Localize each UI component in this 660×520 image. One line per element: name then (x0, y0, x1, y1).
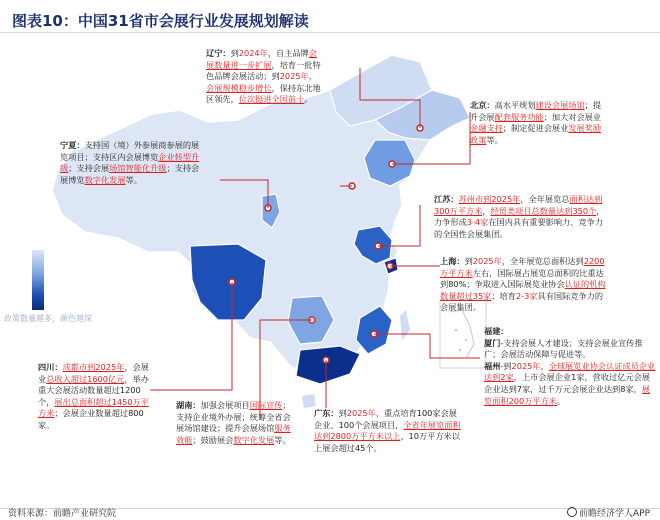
annotation-text: ， (540, 360, 549, 371)
annotation-text: ，全年展览总面积达到 (501, 256, 584, 266)
annotation-text: 到 (338, 408, 347, 418)
annotation-jiangsu (434, 194, 610, 240)
annotation-head: 江苏： (434, 194, 459, 204)
annotation-text: -到 (500, 360, 512, 371)
annotation-shanghai (440, 256, 606, 314)
annotation-highlight: 成都市到2025年 (62, 362, 125, 372)
annotation-highlight: 全省年展览面积达到2800万平方米以上 (314, 419, 461, 442)
legend-gradient-bar (32, 250, 44, 310)
annotation-highlight: 2-3家 (515, 290, 538, 301)
annotation-highlight: 展出总面积超过1450万平方米 (38, 396, 149, 419)
annotation-text: 等。 (125, 174, 142, 185)
annotation-text: ，重点培育100家会展企业、100个会展项目， (314, 408, 457, 430)
annotation-text: 具有国际竞争力的会展集团。 (440, 290, 604, 313)
annotation-head: 湖南： (176, 400, 201, 410)
annotation-hunan (176, 400, 294, 446)
annotation-text: ，保持东北地区领先， (206, 82, 321, 105)
annotation-text: 到 (464, 256, 473, 266)
annotation-highlight: 会展数量进一步扩展 (206, 48, 317, 70)
annotation-text: ；提升会展 (470, 100, 602, 122)
brand-footer (567, 506, 650, 519)
annotation-text: ；会展企业数量超过800家。 (38, 408, 144, 430)
annotation-text: ， (308, 71, 317, 82)
annotation-text: ；制定促进会展业 (502, 123, 569, 134)
annotation-highlight: 数字化发展 (84, 174, 126, 185)
annotation-highlight: 全球展览业协会认证成员企业达到2家 (484, 360, 656, 383)
annotation-head: 广东： (314, 408, 339, 418)
annotation-text: 。 (304, 94, 313, 105)
annotation-text: -支持会展人才建设；支持会展业宣传推广；会展活动保障与促进等。 (484, 337, 643, 360)
annotation-highlight: 国际宣传 (249, 400, 283, 410)
annotation-highlight: 2025年 (279, 71, 309, 82)
region-hainan (302, 394, 316, 408)
annotation-highlight: 总收入超过1600亿元 (46, 373, 125, 384)
annotation-text: 支持国（境）外参展商参展的展览项目；支持区内会展博览 (60, 140, 200, 162)
annotation-highlight: 建设会展场馆 (535, 100, 585, 110)
annotation-text: 、10万平方米以上展会超过45个。 (314, 431, 460, 453)
annotation-guangdong (314, 408, 462, 454)
annotation-subhead: 福州 (484, 360, 501, 371)
region-guangdong (296, 346, 360, 384)
annotation-subhead: 厦门 (484, 337, 501, 348)
annotation-highlight: 数字化发展 (233, 434, 275, 445)
annotation-highlight: 2025年 (346, 408, 376, 418)
annotation-text: 加强会展项目 (200, 400, 250, 410)
legend-label: 政策数量越多，颜色越深 (4, 314, 92, 323)
annotation-text: 等。 (274, 434, 291, 445)
annotation-highlight: 场馆智能化升级 (109, 163, 167, 174)
annotation-text: ，举办重大会展活动数量超过1200个， (38, 373, 149, 407)
annotation-text: 。 (556, 395, 566, 406)
annotation-highlight: 配套服务功能 (494, 111, 544, 122)
annotation-text: ，力争形成 (434, 205, 605, 228)
annotation-highlight: 发展奖励政策 (470, 123, 602, 145)
title-divider (0, 32, 660, 33)
region-taiwan (400, 310, 410, 340)
annotation-highlight: 面积达到300万平方米 (434, 194, 603, 216)
chart-title: 图表10：中国31省市会展行业发展规划解读 (12, 12, 309, 30)
annotation-text: ；加大对会展业 (543, 111, 602, 122)
annotation-head: 四川： (38, 362, 63, 372)
annotation-text: ，会展业 (38, 362, 149, 384)
annotation-text: ；支持会展 (68, 163, 110, 174)
annotation-highlight: 2200万平方米 (440, 256, 605, 278)
annotation-text: 在国内具有重要影响力、竞争力的全国性会展集团。 (434, 217, 603, 239)
annotation-highlight: 位次挺进全国前十 (238, 94, 305, 105)
annotation-head: 北京： (470, 100, 495, 110)
annotation-highlight: 服务效能 (176, 423, 291, 445)
annotation-text: 到 (230, 48, 239, 58)
annotation-text: ；支持会展博览 (60, 163, 200, 185)
annotation-text: 左右，国际展占展览总面积的比重达到80%；争取进入国际展览业协会 (440, 267, 604, 290)
annotation-head: 辽宁： (206, 48, 231, 58)
annotation-text: ；支持企业境外办展；统筹全省会展场馆建设；提升会展场馆 (176, 400, 291, 434)
annotation-beijing (470, 100, 602, 146)
annotation-text: ，全年展览总 (520, 194, 570, 204)
annotation-head: 宁夏： (60, 140, 85, 150)
annotation-ningxia (60, 140, 202, 186)
annotation-highlight: 金融支持 (470, 123, 503, 134)
annotation-fujian (484, 326, 656, 407)
annotation-text: ，上市会展企业1家，营收过亿元会展企业达到7家，过千万元会展企业达到8家， (484, 372, 650, 394)
annotation-head: 福建： (484, 326, 509, 336)
source-note: 资料来源：前瞻产业研究院 (8, 509, 117, 519)
annotation-text: ；培育 (491, 290, 516, 301)
annotation-highlight: 认证的机构数量超过35家 (440, 279, 606, 301)
annotation-highlight: 经贸类项目总数量达到350个 (490, 205, 597, 216)
annotation-highlight: 2025年 (511, 360, 541, 371)
annotation-text: 高水平规划 (494, 100, 536, 110)
annotation-highlight: 企业转型升级 (60, 151, 200, 174)
annotation-highlight: 2024年 (238, 48, 268, 58)
brand-logo-icon (567, 507, 577, 517)
color-legend (4, 250, 94, 336)
annotation-highlight: 2025年 (472, 256, 502, 266)
annotation-highlight: 3-4家 (466, 217, 489, 228)
annotation-liaoning (206, 48, 324, 106)
annotation-text: ， (482, 205, 491, 216)
annotation-text: ；鼓励展会 (192, 434, 234, 445)
brand-text: 前瞻经济学人APP (578, 509, 650, 519)
annotation-text: ，自主品牌 (267, 48, 309, 58)
annotation-highlight: 苏州市到2025年 (458, 194, 521, 204)
annotation-sichuan (38, 362, 150, 432)
annotation-highlight: 会展规模稳步增长 (206, 82, 272, 93)
annotation-text: 等。 (486, 134, 503, 145)
annotation-text: ，培育一批特色品牌会展活动；到 (206, 59, 321, 82)
annotation-highlight: 展览面积200万平方米 (484, 383, 650, 406)
annotation-head: 上海： (440, 256, 465, 266)
